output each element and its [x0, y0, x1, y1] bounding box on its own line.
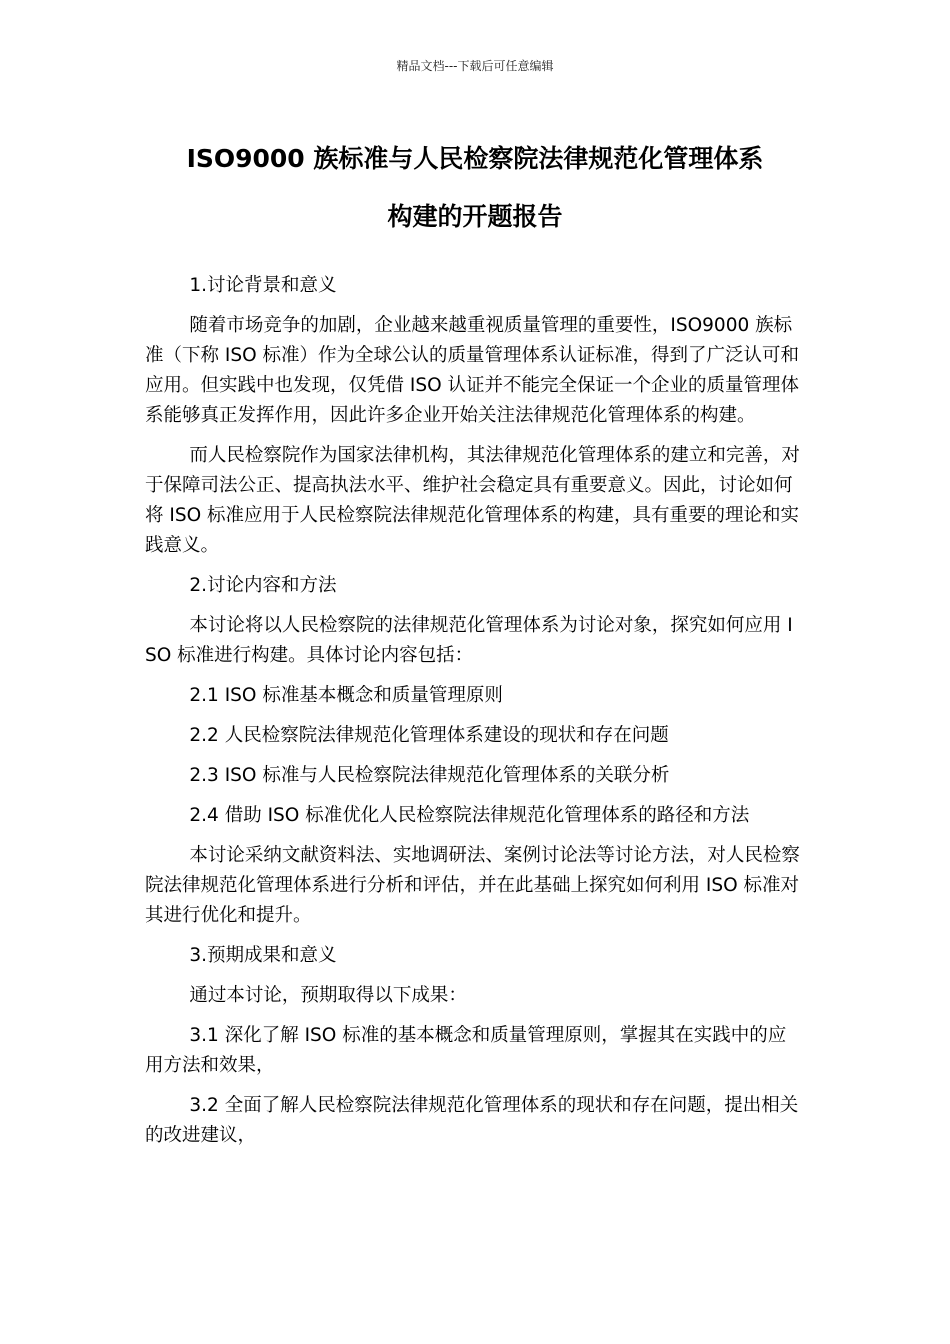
- section-heading-content-method: 2.讨论内容和方法: [189, 575, 337, 596]
- body-paragraph: 随着市场竞争的加剧，企业越来越重视质量管理的重要性，ISO9000 族标准（下称 ISO 标准）作为全球公认的质量管理体系认证标准，得到了广泛认可和应用。但实践中也发现，仅凭借 ISO 认证并不能完全保证一个企业的质量管理体系能够真正发挥作用，因此许多企业开始关注法律规范化管理体系的构建。: [145, 315, 800, 426]
- body-paragraph: 本讨论将以人民检察院的法律规范化管理体系为讨论对象，探究如何应用 ISO 标准进行构建。具体讨论内容包括：: [145, 615, 793, 666]
- document-title-line-2: 构建的开题报告: [387, 202, 563, 231]
- list-item: 3.1 深化了解 ISO 标准的基本概念和质量管理原则，掌握其在实践中的应用方法和效果，: [145, 1025, 787, 1076]
- body-paragraph: 通过本讨论，预期取得以下成果：: [189, 985, 467, 1006]
- list-item: 2.3 ISO 标准与人民检察院法律规范化管理体系的关联分析: [189, 765, 670, 786]
- list-item: 2.4 借助 ISO 标准优化人民检察院法律规范化管理体系的路径和方法: [189, 805, 750, 826]
- document-body: [145, 271, 800, 1161]
- list-item: 2.2 人民检察院法律规范化管理体系建设的现状和存在问题: [189, 725, 669, 746]
- document-title-line-1: ISO9000 族标准与人民检察院法律规范化管理体系: [186, 144, 764, 173]
- section-heading-expected-results: 3.预期成果和意义: [189, 945, 337, 966]
- body-paragraph: 而人民检察院作为国家法律机构，其法律规范化管理体系的建立和完善，对于保障司法公正、提高执法水平、维护社会稳定具有重要意义。因此，讨论如何将 ISO 标准应用于人民检察院法律规范化管理体系的构建，具有重要的理论和实践意义。: [145, 445, 800, 556]
- list-item: 2.1 ISO 标准基本概念和质量管理原则: [189, 685, 503, 706]
- document-title: [120, 130, 830, 246]
- section-heading-background: 1.讨论背景和意义: [189, 275, 337, 296]
- list-item: 3.2 全面了解人民检察院法律规范化管理体系的现状和存在问题，提出相关的改进建议，: [145, 1095, 799, 1146]
- page-header: 精品文档---下载后可任意编辑: [396, 59, 554, 73]
- body-paragraph: 本讨论采纳文献资料法、实地调研法、案例讨论法等讨论方法，对人民检察院法律规范化管理体系进行分析和评估，并在此基础上探究如何利用 ISO 标准对其进行优化和提升。: [145, 845, 800, 926]
